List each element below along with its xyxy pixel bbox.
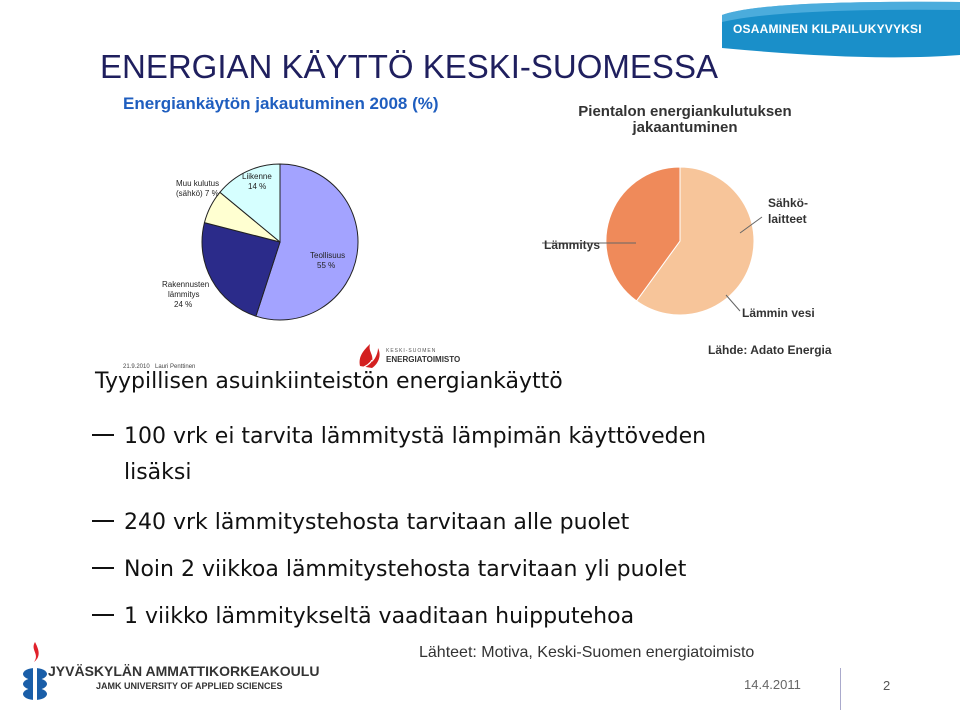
chart2-title (570, 104, 800, 136)
pie-chart-energy-use (150, 150, 370, 350)
chart1-title: Energiankäytön jakautuminen 2008 (%) (123, 94, 439, 113)
dash-icon (92, 520, 114, 522)
dash-icon (92, 434, 114, 436)
footer-divider (840, 668, 841, 710)
chart2-title-line2: jakaantuminen (632, 119, 738, 136)
label-muu: Muu kulutus (176, 179, 220, 188)
bullet-text-2: 240 vrk lämmitystehosta tarvitaan alle puolet (124, 510, 630, 535)
bullet-text-1-cont: lisäksi (124, 460, 192, 485)
bullet-text-1: 100 vrk ei tarvita lämmitystä lämpimän käyttöveden (124, 424, 707, 449)
label-teollisuus: Teollisuus (310, 251, 346, 260)
label-rakennus-2: lämmitys (168, 290, 200, 299)
bullet-item-3 (92, 553, 686, 587)
label-lammitys: Lämmitys (544, 238, 601, 252)
label-lamminvesi: Lämmin vesi (742, 306, 815, 320)
logo-line1: KESKI-SUOMEN (386, 348, 437, 354)
chart2-title-line1: Pientalon energiankulutuksen (578, 103, 792, 120)
label-liikenne: Liikenne (242, 172, 272, 181)
jamk-logo-icon (20, 640, 50, 702)
chart1-author: Lauri Penttinen (155, 364, 196, 370)
org-name: JYVÄSKYLÄN AMMATTIKORKEAKOULU (48, 663, 320, 679)
label-sahko: Sähkö- (768, 196, 809, 210)
chart2-source: Lähde: Adato Energia (708, 343, 832, 357)
bullet-item-2 (92, 506, 629, 540)
org-name-en: JAMK UNIVERSITY OF APPLIED SCIENCES (96, 681, 283, 691)
sources-text: Lähteet: Motiva, Keski-Suomen energiatoimisto (419, 644, 755, 661)
dash-icon (92, 614, 114, 616)
bullet-text-3: Noin 2 viikkoa lämmitystehosta tarvitaan yli puolet (124, 557, 687, 582)
leader-lamminvesi (726, 295, 740, 311)
label-rakennus: Rakennusten (162, 280, 210, 289)
bullet-text-4: 1 viikko lämmitykseltä vaaditaan huipputehoa (124, 604, 635, 629)
pie-chart-household (530, 145, 830, 345)
section-subheading: Tyypillisen asuinkiinteistön energiankäyttö (95, 369, 563, 394)
bullet-item-1 (92, 420, 852, 454)
label-rakennus-value: 24 % (174, 300, 193, 309)
banner-text: OSAAMINEN KILPAILUKYVYKSI (733, 22, 922, 36)
page-number: 2 (883, 678, 891, 693)
footer-date: 14.4.2011 (744, 677, 801, 692)
energiatoimisto-logo (356, 340, 461, 370)
label-liikenne-value: 14 % (248, 182, 267, 191)
chart1-date: 21.9.2010 (123, 364, 150, 370)
label-muu-value: (sähkö) 7 % (176, 189, 219, 198)
label-sahko-2: laitteet (768, 212, 807, 226)
label-teollisuus-value: 55 % (317, 261, 336, 270)
logo-line2: ENERGIATOIMISTO (386, 355, 461, 364)
dash-icon (92, 567, 114, 569)
bullet-item-4 (92, 600, 634, 634)
page-title: ENERGIAN KÄYTTÖ KESKI-SUOMESSA (100, 48, 718, 85)
